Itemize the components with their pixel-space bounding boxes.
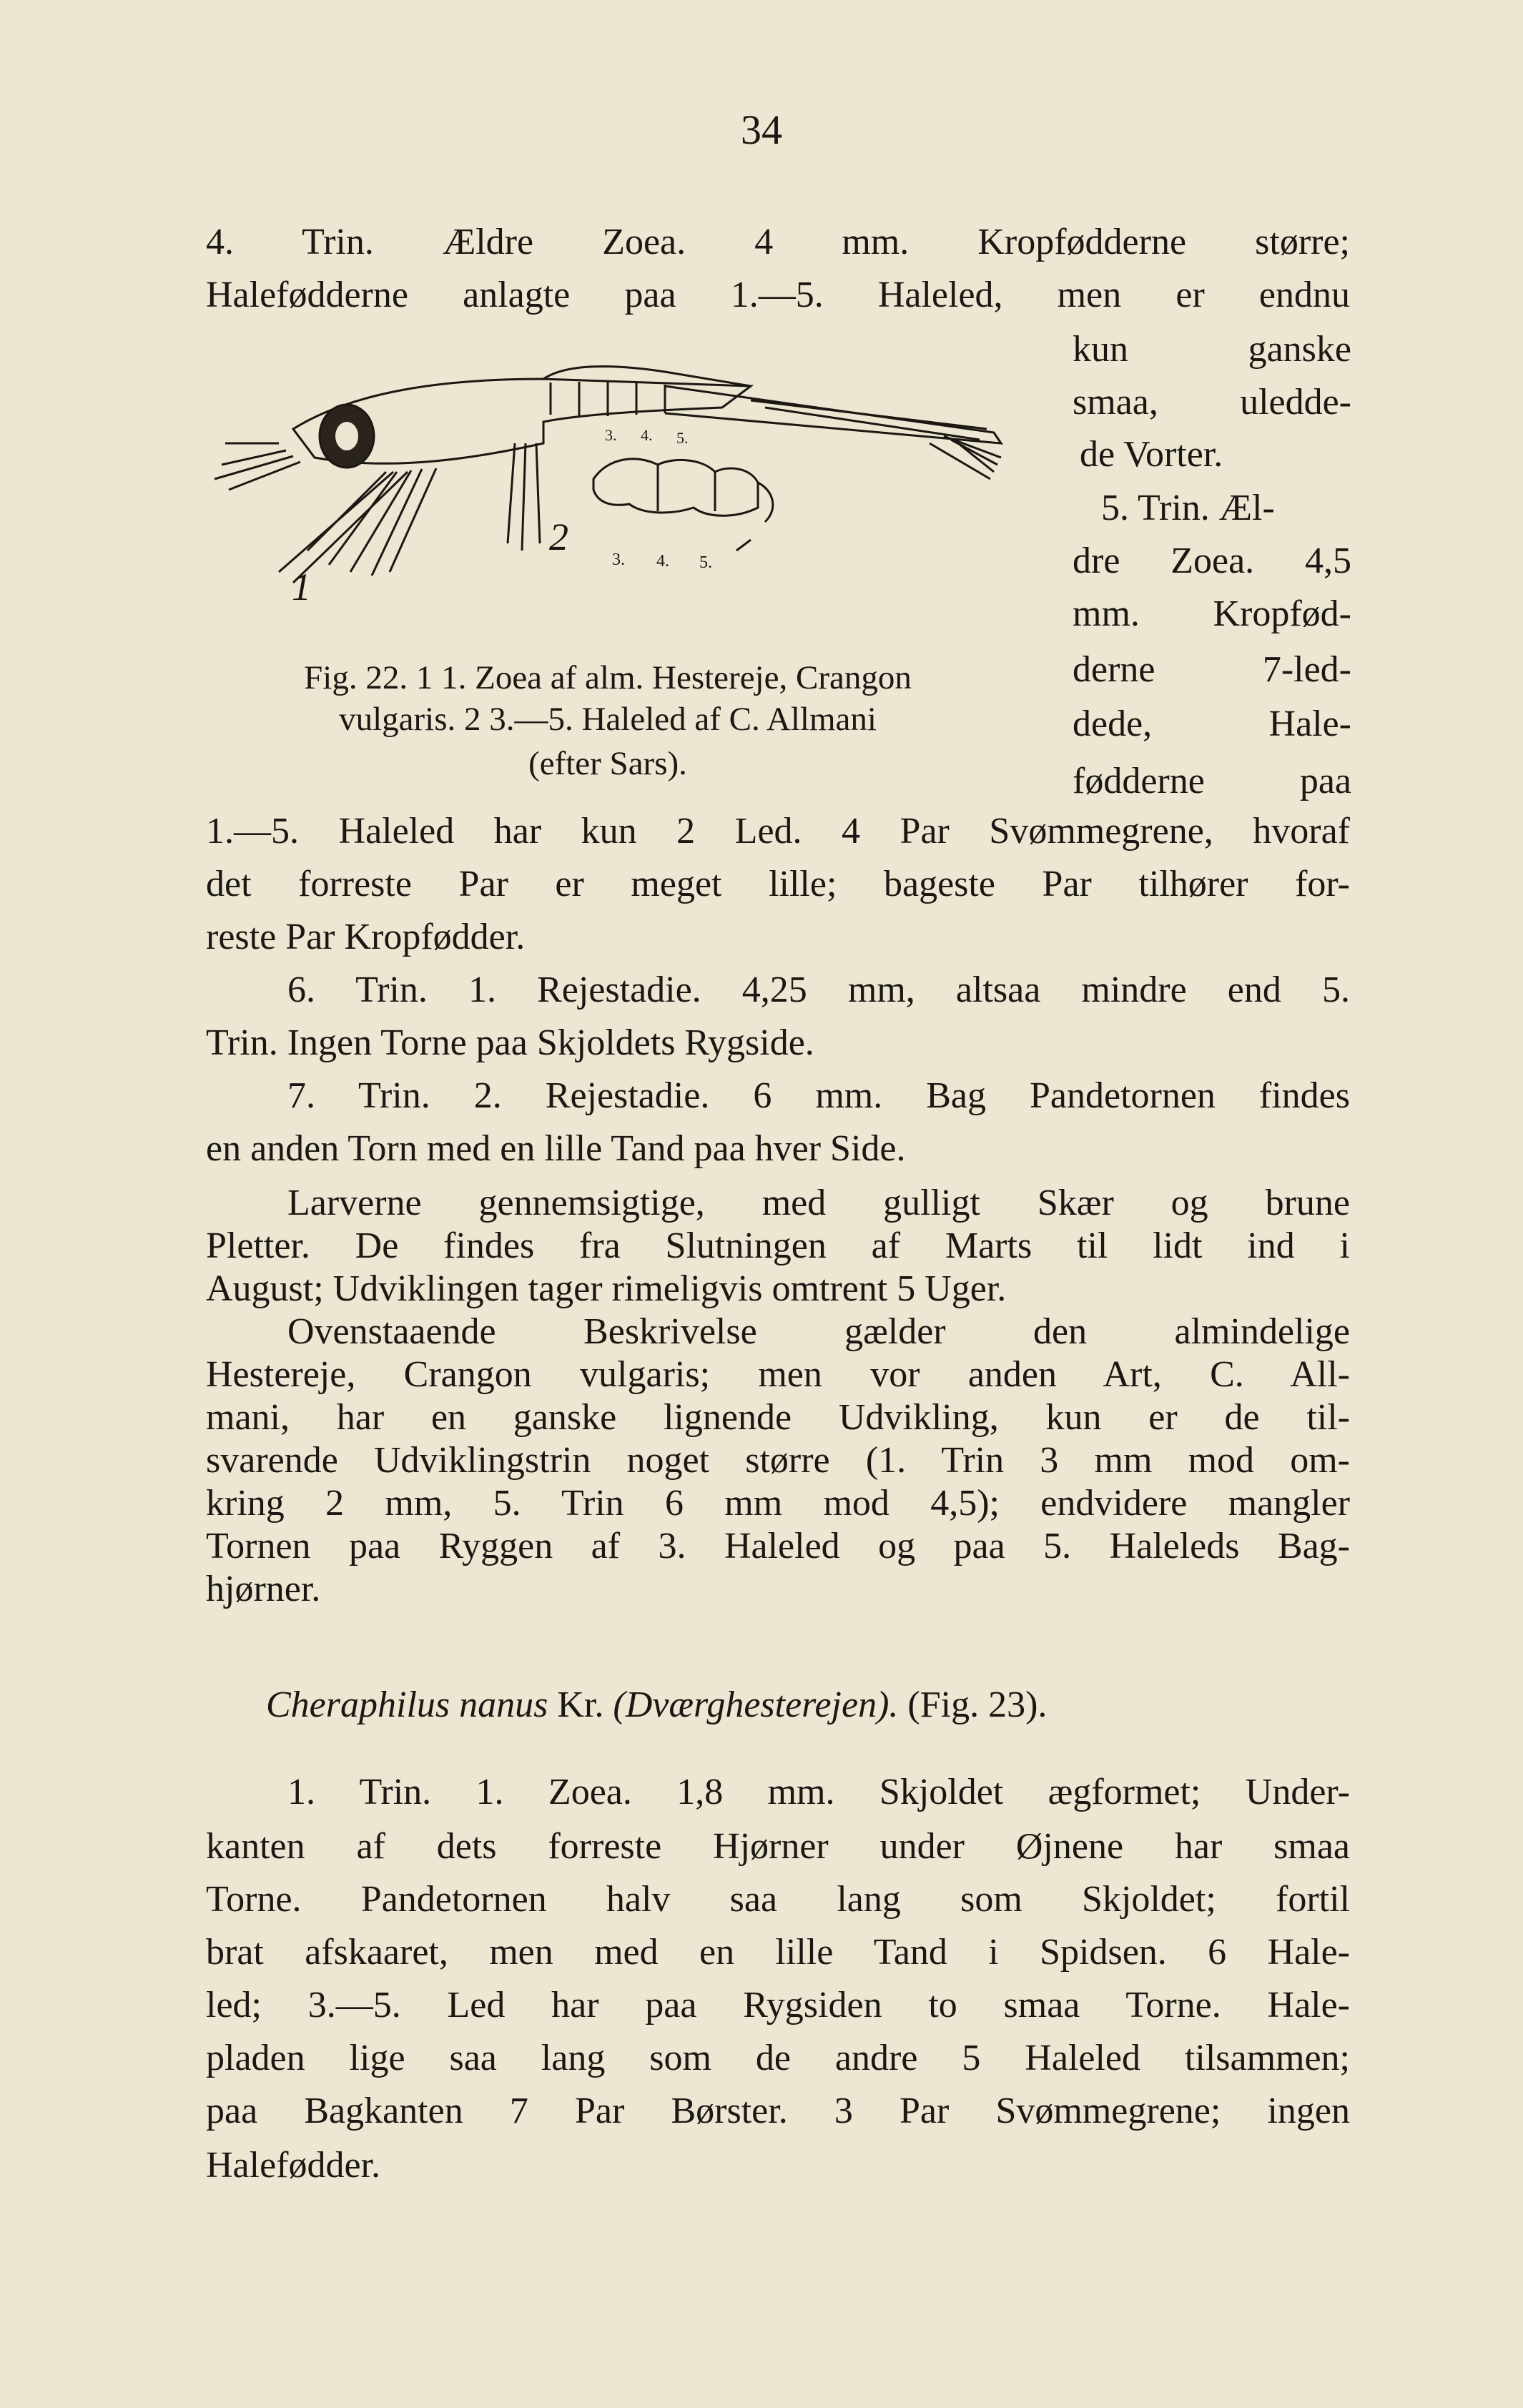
- figure-caption-line: Fig. 22. 1 1. Zoea af alm. Hestereje, Crangon: [304, 659, 912, 696]
- side-text-line: dede, Hale-: [1073, 704, 1351, 744]
- text-line: 6. Trin. 1. Rejestadie. 4,25 mm, altsaa mindre end 5.: [287, 969, 1350, 1010]
- text-line: brat afskaaret, men med en lille Tand i Spidsen. 6 Hale-: [206, 1932, 1350, 1973]
- side-text-line: 5. Trin. Æl-: [1101, 488, 1275, 528]
- side-text-line: kun ganske: [1073, 329, 1351, 370]
- text-line: kanten af dets forreste Hjørner under Øjnene har smaa: [206, 1826, 1350, 1867]
- side-text-line: dre Zoea. 4,5: [1073, 541, 1351, 581]
- text-line: Torne. Pandetornen halv saa lang som Skjoldet; fortil: [206, 1879, 1350, 1920]
- page-number: 34: [741, 107, 782, 153]
- text-line: svarende Udviklingstrin noget større (1. Trin 3 mm mod om-: [206, 1440, 1350, 1481]
- species-name: Cheraphilus nanus: [266, 1684, 548, 1725]
- text-line: Hestereje, Crangon vulgaris; men vor anden Art, C. All-: [206, 1354, 1350, 1395]
- side-text-line: smaa, uledde-: [1073, 382, 1351, 423]
- figure-caption-line: vulgaris. 2 3.—5. Haleled af C. Allmani: [339, 701, 877, 738]
- text-line: Pletter. De findes fra Slutningen af Marts til lidt ind i: [206, 1225, 1350, 1266]
- text-line: Halefødder.: [206, 2145, 381, 2186]
- text-line: Tornen paa Ryggen af 3. Haleled og paa 5. Haleleds Bag-: [206, 1526, 1350, 1566]
- segment-label: 3.: [612, 551, 625, 569]
- species-author: Kr.: [557, 1684, 604, 1725]
- text-line: Larverne gennemsigtige, med gulligt Skær og brune: [287, 1183, 1350, 1223]
- text-line: 1.—5. Haleled har kun 2 Led. 4 Par Svømmegrene, hvoraf: [206, 811, 1350, 852]
- text-line: mani, har en ganske lignende Udvikling, kun er de til-: [206, 1397, 1350, 1438]
- figure-caption-line: (efter Sars).: [528, 745, 687, 782]
- text-line: det forreste Par er meget lille; bageste Par tilhører for-: [206, 864, 1350, 904]
- text-line: hjørner.: [206, 1569, 321, 1609]
- text-line: kring 2 mm, 5. Trin 6 mm mod 4,5); endvidere mangler: [206, 1483, 1350, 1524]
- side-text-line: mm. Kropfød-: [1073, 593, 1351, 634]
- side-text-line: derne 7-led-: [1073, 649, 1351, 690]
- text-line: Halefødderne anlagte paa 1.—5. Haleled, men er endnu: [206, 275, 1350, 315]
- text-line: 4. Trin. Ældre Zoea. 4 mm. Kropfødderne større;: [206, 222, 1350, 262]
- side-text-line: fødderne paa: [1073, 761, 1351, 801]
- text-line: reste Par Kropfødder.: [206, 917, 526, 957]
- text-line: paa Bagkanten 7 Par Børster. 3 Par Svømmegrene; ingen: [206, 2091, 1350, 2131]
- text-line: pladen lige saa lang som de andre 5 Haleled tilsammen;: [206, 2038, 1350, 2078]
- figure-label-2: 2: [549, 515, 568, 558]
- figure-reference: (Fig. 23).: [907, 1684, 1048, 1725]
- side-text-line: de Vorter.: [1080, 434, 1223, 475]
- text-line: 1. Trin. 1. Zoea. 1,8 mm. Skjoldet ægformet; Under-: [287, 1772, 1350, 1812]
- text-line: Ovenstaaende Beskrivelse gælder den almindelige: [287, 1311, 1350, 1352]
- figure-label-1: 1: [292, 566, 311, 608]
- species-common-name: (Dværghesterejen).: [613, 1684, 899, 1725]
- text-line: 7. Trin. 2. Rejestadie. 6 mm. Bag Pandetornen findes: [287, 1075, 1350, 1116]
- text-line: August; Udviklingen tager rimeligvis omtrent 5 Uger.: [206, 1268, 1007, 1309]
- segment-label: 5.: [676, 429, 689, 447]
- species-heading: [266, 1683, 1296, 1727]
- text-line: led; 3.—5. Led har paa Rygsiden to smaa Torne. Hale-: [206, 1985, 1350, 2025]
- segment-label: 4.: [656, 552, 669, 571]
- segment-label: 5.: [699, 553, 712, 572]
- text-line: en anden Torn med en lille Tand paa hver Side.: [206, 1128, 906, 1169]
- text-line: Trin. Ingen Torne paa Skjoldets Rygside.: [206, 1022, 814, 1063]
- zoea-illustration: [207, 336, 1051, 643]
- segment-label: 4.: [641, 426, 653, 444]
- segment-label: 3.: [605, 426, 617, 444]
